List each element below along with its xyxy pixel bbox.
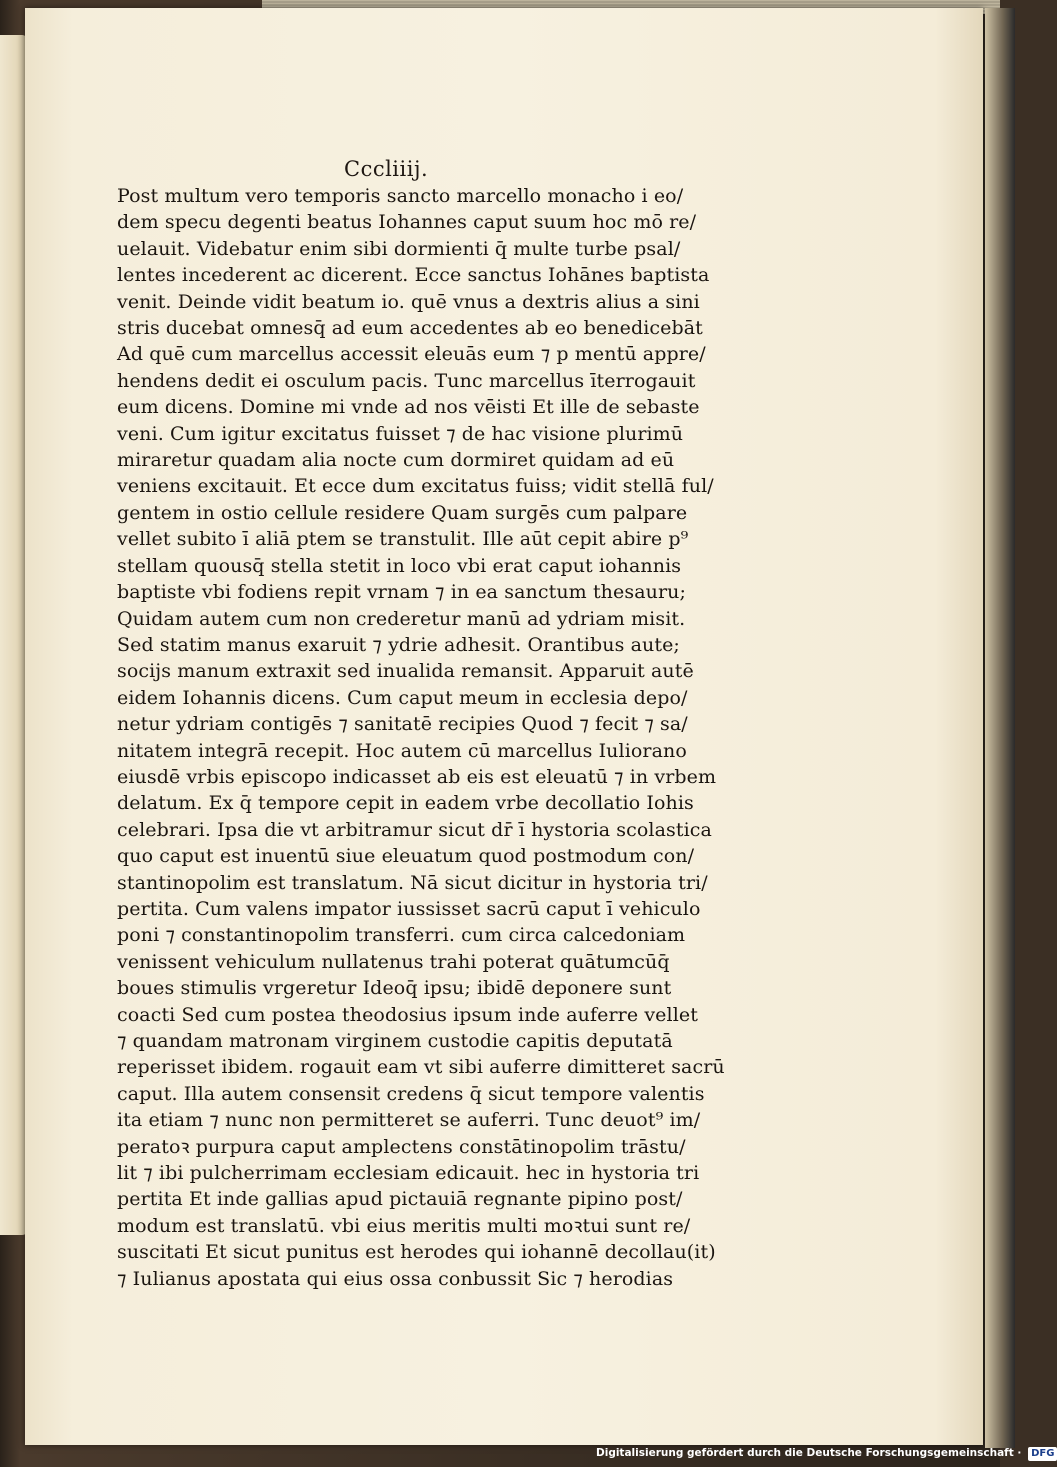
text-line: Ad quē cum marcellus accessit eleuās eum ⁊ p mentū appre/ (117, 343, 706, 366)
text-line: ⁊ quandam matronam virginem custodie capitis deputatā (117, 1030, 673, 1052)
text-line: Sed statim manus exaruit ⁊ ydrie adhesit. Orantibus aute; (117, 633, 680, 656)
text-line: gentem in ostio cellule residere Quam surgēs cum palpare (117, 501, 688, 524)
text-line: ita etiam ⁊ nunc non permitteret se auferri. Tunc deuot⁹ im/ (117, 1109, 701, 1132)
text-line: poni ⁊ constantinopolim transferri. cum circa calcedoniam (117, 924, 686, 947)
text-line: eiusdē vrbis episcopo indicasset ab eis est eleuatū ⁊ in vrbem (117, 765, 717, 788)
text-line: veniens excitauit. Et ecce dum excitatus fuiss; vidit stellā ful/ (117, 475, 714, 498)
text-line: uelauit. Videbatur enim sibi dormienti q̄ multe turbe psal/ (117, 237, 681, 260)
text-line: veni. Cum igitur excitatus fuisset ⁊ de hac visione plurimū (117, 422, 684, 445)
page-fore-edge (985, 8, 1015, 1448)
text-line: netur ydriam contigēs ⁊ sanitatē recipies Quod ⁊ fecit ⁊ sa/ (117, 713, 688, 736)
text-line: stantinopolim est translatum. Nā sicut dicitur in hystoria tri/ (117, 871, 708, 894)
text-line: celebrari. Ipsa die vt arbitramur sicut dr̄ ī hystoria scolastica (117, 818, 712, 841)
dfg-logo: DFG (1028, 1447, 1057, 1461)
facing-page-edge (0, 35, 28, 1235)
folio-text: Cccliiij. (344, 157, 429, 181)
text-line: reperisset ibidem. rogauit eam vt sibi auferre dimitteret sacrū (117, 1056, 725, 1079)
folio-number (344, 157, 657, 183)
text-line: miraretur quadam alia nocte cum dormiret quidam ad eū (117, 449, 675, 472)
text-line: lit ⁊ ibi pulcherrimam ecclesiam edicauit. hec in hystoria tri (117, 1162, 700, 1185)
text-line: delatum. Ex q̄ tempore cepit in eadem vrbe decollatio Iohis (117, 792, 694, 815)
text-line: caput. Illa autem consensit credens q̄ sicut tempore valentis (117, 1082, 705, 1105)
text-block (117, 157, 725, 1292)
text-line: modum est translatū. vbi eius meritis multi moꝛtui sunt re/ (117, 1214, 691, 1237)
text-line: peratoꝛ purpura caput amplectens constātinopolim trāstu/ (117, 1135, 686, 1158)
facing-page-fragment (0, 35, 28, 205)
text-line: quo caput est inuentū siue eleuatum quod postmodum con/ (117, 845, 695, 868)
text-line: pertita Et inde gallias apud pictauiā regnante pipino post/ (117, 1188, 683, 1211)
text-line: eidem Iohannis dicens. Cum caput meum in ecclesia depo/ (117, 686, 688, 709)
text-line: lentes incederent ac dicerent. Ecce sanctus Iohānes baptista (117, 264, 710, 287)
text-line: nitatem integrā recepit. Hoc autem cū marcellus Iuliorano (117, 739, 687, 762)
text-line: stris ducebat omnesq̄ ad eum accedentes ab eo benedicebāt (117, 317, 703, 340)
text-line: dem specu degenti beatus Iohannes caput suum hoc mō re/ (117, 211, 697, 234)
credit-text: Digitalisierung gefördert durch die Deutsche Forschungsgemeinschaft · (596, 1447, 1022, 1459)
text-line: boues stimulis vrgeretur Ideoq̄ ipsu; ibidē deponere sunt (117, 977, 672, 1000)
text-line: Post multum vero temporis sancto marcello monacho i eo/ (117, 185, 684, 207)
text-line: baptiste vbi fodiens repit vrnam ⁊ in ea sanctum thesauru; (117, 581, 686, 604)
text-line: Quidam autem cum non crederetur manū ad ydriam misit. (117, 607, 686, 630)
text-line: socijs manum extraxit sed inualida remansit. Apparuit autē (117, 660, 694, 683)
text-line: vellet subito ī aliā ptem se transtulit. Ille aūt cepit abire p⁹ (117, 528, 689, 551)
text-line: venit. Deinde vidit beatum io. quē vnus a dextris alius a sini (117, 290, 700, 313)
text-line: ⁊ Iulianus apostata qui eius ossa conbussit Sic ⁊ herodias (117, 1267, 674, 1290)
text-line: hendens dedit ei osculum pacis. Tunc marcellus īterrogauit (117, 369, 696, 392)
digitization-credit (596, 1444, 1057, 1462)
text-lines (117, 183, 725, 1292)
text-line: pertita. Cum valens impator iussisset sacrū caput ī vehiculo (117, 897, 701, 920)
text-line: stellam quousq̄ stella stetit in loco vbi erat caput iohannis (117, 554, 682, 577)
text-line: eum dicens. Domine mi vnde ad nos vēisti Et ille de sebaste (117, 396, 700, 419)
text-line: venissent vehiculum nullatenus trahi poterat quātumcūq̄ (117, 950, 670, 973)
text-line: suscitati Et sicut punitus est herodes qui iohannē decollau(it) (117, 1241, 716, 1264)
text-line: coacti Sed cum postea theodosius ipsum inde auferre vellet (117, 1003, 698, 1026)
